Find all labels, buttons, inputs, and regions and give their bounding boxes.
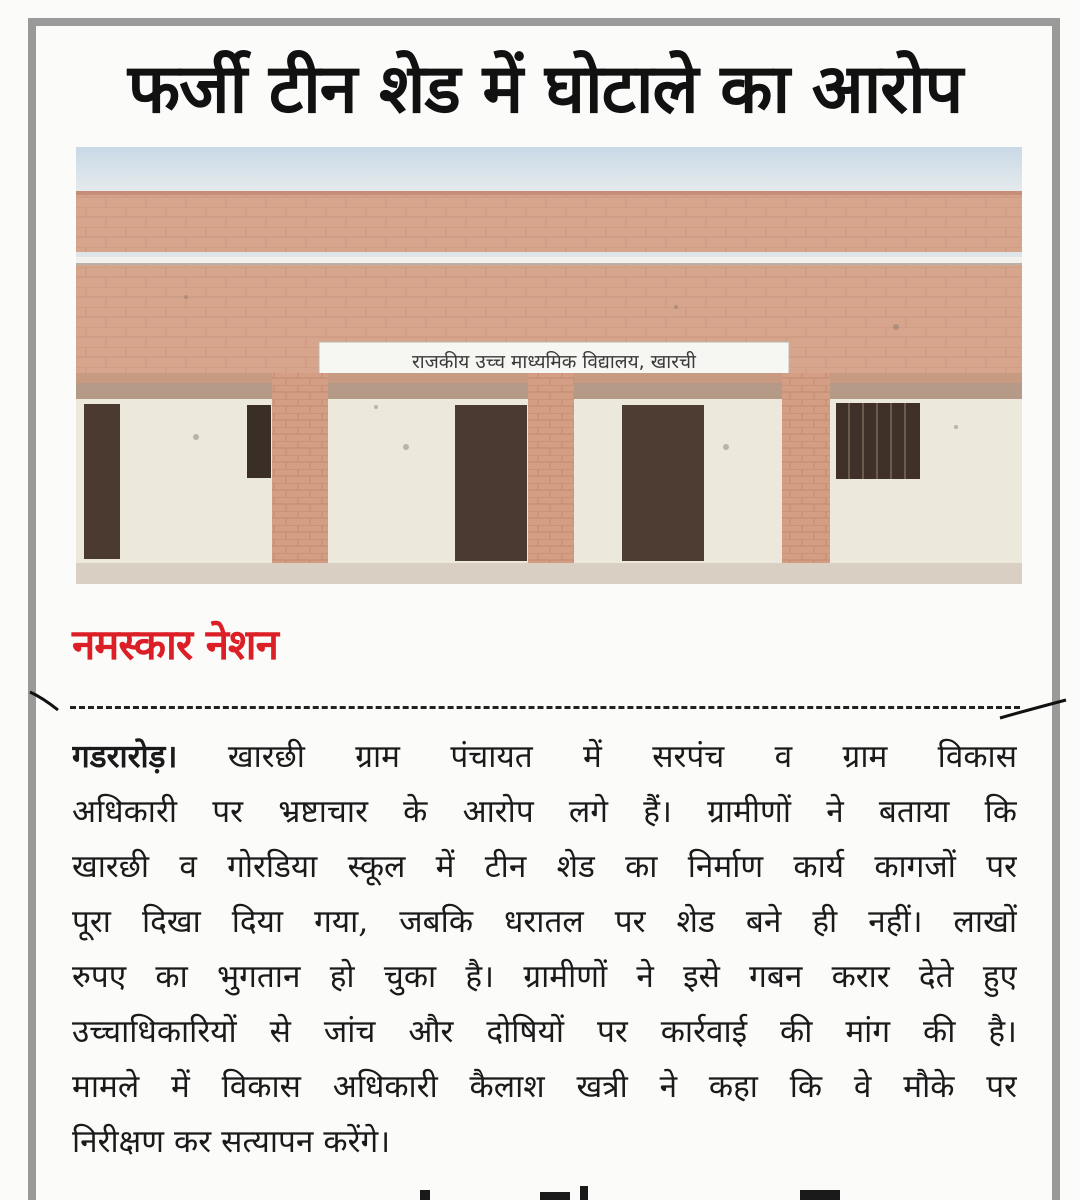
article-line: उच्चाधिकारियों से जांच और दोषियों पर कार्रवाई की मांग की है।	[72, 1014, 1017, 1050]
school-sign-text: राजकीय उच्च माध्यमिक विद्यालय, खारची	[412, 351, 696, 373]
article-line: पूरा दिखा दिया गया, जबकि धरातल पर शेड बने ही नहीं। लाखों	[72, 904, 1017, 940]
article-line: खारछी व गोरडिया स्कूल में टीन शेड का निर्माण कार्य कागजों पर	[72, 849, 1017, 885]
frame-border-right	[1052, 18, 1060, 1200]
article-line: अधिकारी पर भ्रष्टाचार के आरोप लगे हैं। ग्रामीणों ने बताया कि	[72, 794, 1017, 830]
pen-mark-right	[998, 698, 1070, 728]
article-line: मामले में विकास अधिकारी कैलाश खत्री ने कहा कि वे मौके पर	[72, 1069, 1017, 1105]
dashed-divider	[70, 706, 1020, 709]
article-body	[72, 730, 1017, 1170]
frame-border-top	[28, 18, 1060, 26]
dateline: गडरारोड़।	[72, 739, 178, 775]
article-line: रुपए का भुगतान हो चुका है। ग्रामीणों ने इसे गबन करार देते हुए	[72, 959, 1017, 995]
pen-mark-left	[28, 688, 68, 718]
article-line: निरीक्षण कर सत्यापन करेंगे।	[72, 1124, 391, 1160]
article-line: गडरारोड़। खारछी ग्राम पंचायत में सरपंच व ग्राम विकास	[72, 739, 1017, 775]
source-credit: नमस्कार नेशन	[72, 620, 278, 669]
headline: फर्जी टीन शेड में घोटाले का आरोप	[127, 50, 963, 129]
cut-off-next-headline	[380, 1180, 980, 1200]
frame-border-left	[28, 18, 36, 1200]
school-building-photo	[76, 147, 1022, 584]
